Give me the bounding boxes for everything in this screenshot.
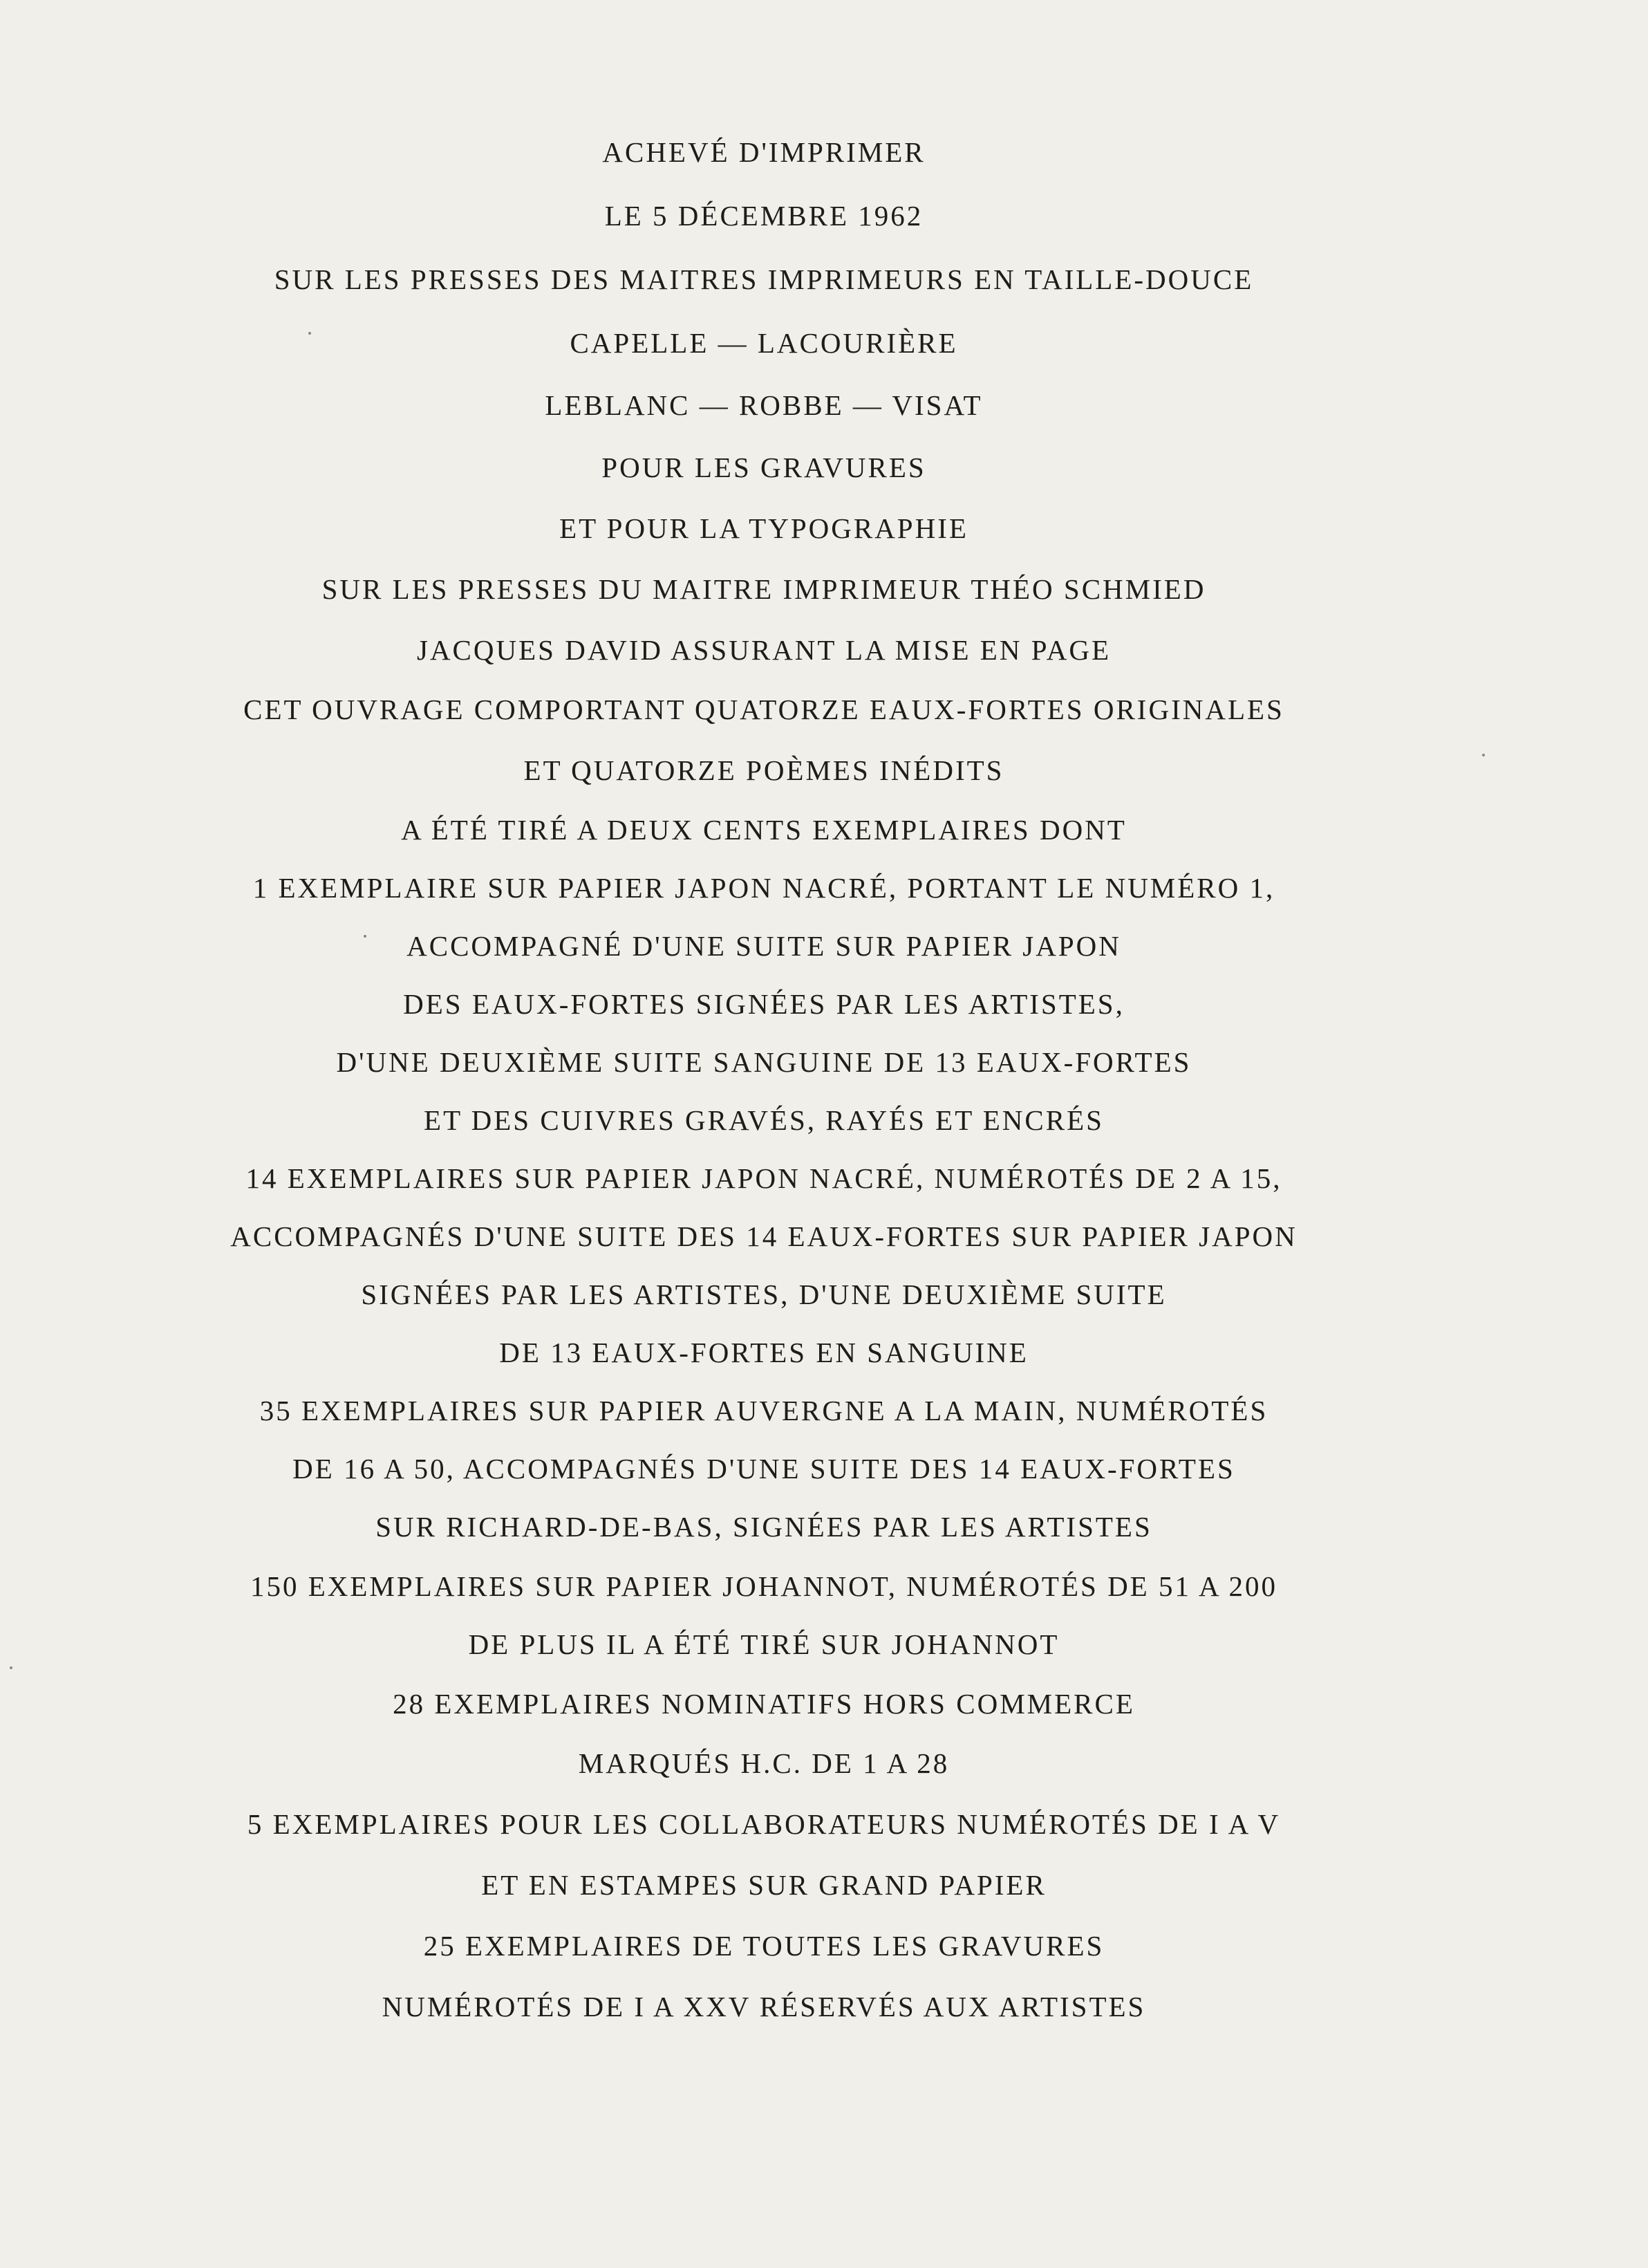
colophon-line-presses-taille-douce: SUR LES PRESSES DES MAITRES IMPRIMEURS EN TAILLE-DOUCE (274, 263, 1254, 295)
colophon-line-de-plus: DE PLUS IL A ÉTÉ TIRÉ SUR JOHANNOT (468, 1628, 1060, 1660)
colophon-line-auvergne: 35 EXEMPLAIRES SUR PAPIER AUVERGNE A LA MAIN, NUMÉROTÉS (259, 1395, 1268, 1426)
colophon-line-richard-de-bas: SUR RICHARD-DE-BAS, SIGNÉES PAR LES ARTISTES (375, 1511, 1152, 1543)
colophon-line-deuxieme-suite: SIGNÉES PAR LES ARTISTES, D'UNE DEUXIÈME SUITE (361, 1279, 1167, 1310)
colophon-line-suite-14: ACCOMPAGNÉS D'UNE SUITE DES 14 EAUX-FORTES SUR PAPIER JAPON (230, 1220, 1298, 1252)
colophon-line-suite-japon: ACCOMPAGNÉ D'UNE SUITE SUR PAPIER JAPON (406, 930, 1121, 962)
colophon-line-sanguine: D'UNE DEUXIÈME SUITE SANGUINE DE 13 EAUX-FORTES (336, 1046, 1192, 1078)
colophon-line-cuivres: ET DES CUIVRES GRAVÉS, RAYÉS ET ENCRÉS (424, 1104, 1104, 1136)
colophon-line-estampes: ET EN ESTAMPES SUR GRAND PAPIER (481, 1869, 1047, 1901)
colophon-line-date: LE 5 DÉCEMBRE 1962 (604, 200, 924, 232)
colophon-line-exemplaires-2-15: 14 EXEMPLAIRES SUR PAPIER JAPON NACRÉ, NUMÉROTÉS DE 2 A 15, (245, 1162, 1282, 1194)
paper-speck (308, 332, 311, 335)
colophon-line-16-50: DE 16 A 50, ACCOMPAGNÉS D'UNE SUITE DES 14 EAUX-FORTES (292, 1453, 1235, 1485)
paper-speck (364, 935, 366, 938)
colophon-line-collaborateurs: 5 EXEMPLAIRES POUR LES COLLABORATEURS NUMÉROTÉS DE I A V (247, 1808, 1281, 1840)
colophon-line-hors-commerce: 28 EXEMPLAIRES NOMINATIFS HORS COMMERCE (393, 1688, 1135, 1720)
paper-speck (1482, 754, 1485, 756)
colophon-line-gravures: POUR LES GRAVURES (601, 452, 926, 483)
colophon-line-acheve: ACHEVÉ D'IMPRIMER (602, 136, 926, 168)
colophon-line-hc: MARQUÉS H.C. DE 1 A 28 (578, 1747, 950, 1779)
colophon-line-25-exemplaires: 25 EXEMPLAIRES DE TOUTES LES GRAVURES (423, 1930, 1105, 1962)
colophon-line-typographie: ET POUR LA TYPOGRAPHIE (559, 512, 968, 544)
colophon-line-tirage: A ÉTÉ TIRÉ A DEUX CENTS EXEMPLAIRES DONT (401, 814, 1127, 846)
colophon-line-poemes: ET QUATORZE POÈMES INÉDITS (523, 754, 1004, 786)
colophon-line-printers-1: CAPELLE — LACOURIÈRE (570, 327, 958, 359)
colophon-line-printers-2: LEBLANC — ROBBE — VISAT (545, 389, 983, 421)
paper-speck (10, 1666, 12, 1669)
colophon-line-ouvrage: CET OUVRAGE COMPORTANT QUATORZE EAUX-FORTES ORIGINALES (243, 694, 1284, 725)
colophon-line-schmied: SUR LES PRESSES DU MAITRE IMPRIMEUR THÉO SCHMIED (321, 573, 1206, 605)
colophon-line-exemplaire-1: 1 EXEMPLAIRE SUR PAPIER JAPON NACRÉ, PORTANT LE NUMÉRO 1, (252, 872, 1275, 904)
colophon-line-mise-en-page: JACQUES DAVID ASSURANT LA MISE EN PAGE (416, 634, 1111, 666)
colophon-line-signees: DES EAUX-FORTES SIGNÉES PAR LES ARTISTES, (403, 988, 1125, 1020)
colophon-line-johannot: 150 EXEMPLAIRES SUR PAPIER JOHANNOT, NUMÉROTÉS DE 51 A 200 (250, 1570, 1278, 1602)
colophon-line-reserves: NUMÉROTÉS DE I A XXV RÉSERVÉS AUX ARTISTES (382, 1991, 1146, 2023)
colophon-line-en-sanguine: DE 13 EAUX-FORTES EN SANGUINE (499, 1337, 1029, 1368)
